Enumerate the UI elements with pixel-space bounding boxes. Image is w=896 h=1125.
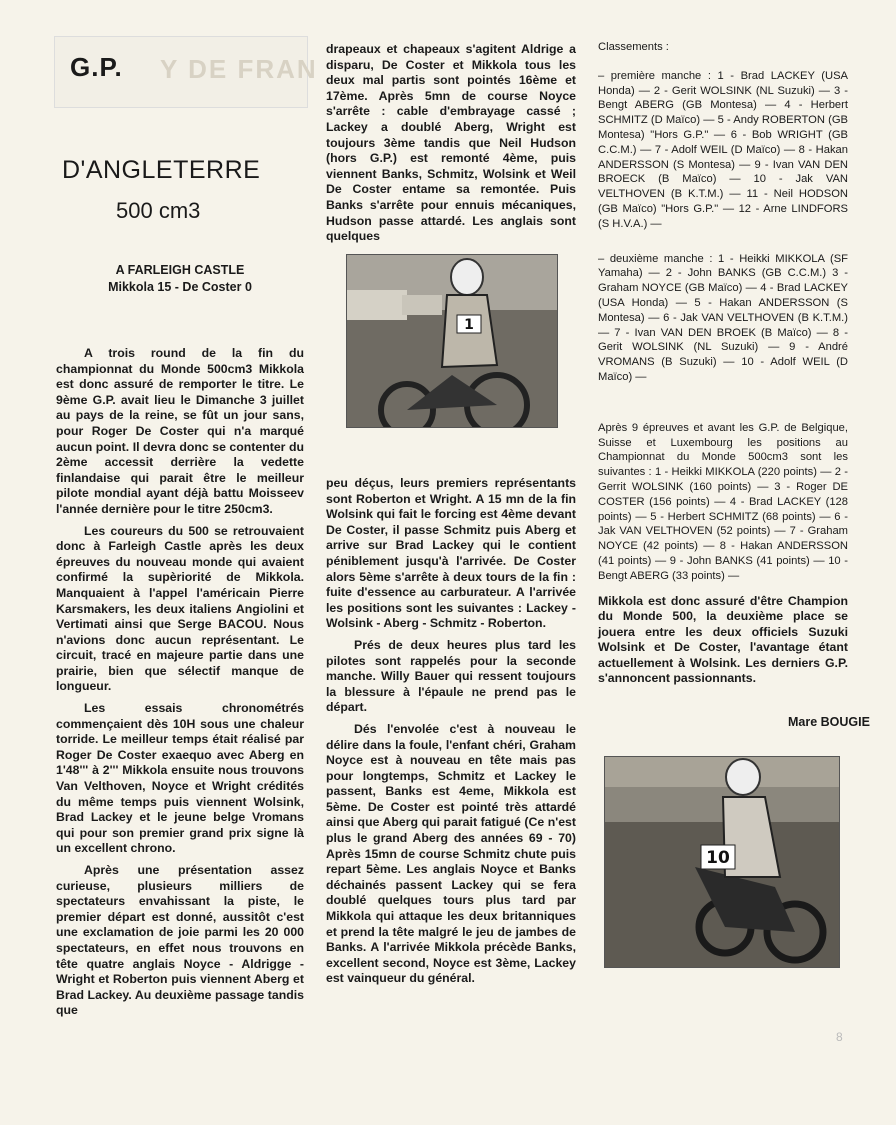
- photo-rider-2: [604, 756, 840, 968]
- paragraph: Après une présentation assez curieuse, plusieurs milliers de spectateurs envahissant la piste, le premier départ est donné, aussitôt c'est une exclamation de joie parmi les 20 000 spectateurs, en effet nous trouvons en tête quatre anglais Noyce - Aldrigge - Wright et Roberton puis viennent Aberg et Brad Lackey. Au deuxième passage tandis que: [56, 863, 304, 1018]
- rankings-heading: Classements :: [598, 41, 669, 53]
- paragraph: drapeaux et chapeaux s'agitent Aldrige a disparu, De Coster et Mikkola tous les deux mal partis sont pointés 16ème et 17ème. Après 5mn de course Noyce s'arrête : cable d'embrayage cassé ; Lackey a doublé Aberg, Wright est toujours 3ème tandis que Neil Hudson (hors G.P.) est remonté 4ème, puis viennent Banks, Schmitz, Wolsink et Weil De Coster entame sa remontée. Puis Banks s'arrête pour ennuis mécaniques, Hudson passe attardé. Les anglais sont quelques: [326, 42, 576, 244]
- paragraph: Les coureurs du 500 se retrouvaient donc à Farleigh Castle après les deux épreuves du nouveau monde qui avaient confirmé la supèriorité de Mikkola. Manquaient à l'appel l'américain Pierre Karsmakers, les deux italiens Angiolini et Vertimati ainsi que Serge BACOU. Nous n'avions donc aucun représentant. Le circuit, tracé en majeure partie dans une prairie, bien que sélectif manque de longueur.: [56, 523, 304, 694]
- bib-number: 10: [706, 848, 730, 868]
- section-label: G.P.: [70, 52, 123, 82]
- article-category: 500 cm3: [116, 198, 201, 223]
- column-2-bottom: [326, 476, 576, 993]
- paragraph: peu déçus, leurs premiers représentants sont Roberton et Wright. A 15 mn de la fin Wolsink qui fait le forcing est 4ème devant De Coster, il passe Schmitz puis Aberg et arrive sur Brad Lackey qui le contient péniblement jusqu'à l'arrivée. De Coster alors 5ème s'arrête à deux tours de la fin : fuite d'essence au carburateur. A l'arrivée les positions sont les suivantes : Lackey - Wolsink - Aberg - Schmitz - Roberton.: [326, 476, 576, 631]
- author-signature: Mare BOUGIE: [788, 715, 870, 729]
- photo-rider-1: [346, 254, 558, 428]
- paragraph: Dés l'envolée c'est à nouveau le délire dans la foule, l'enfant chéri, Graham Noyce est à nouveau en tête mais pas pour longtemps, Schmitz et Lackey le passent, Banks est 4eme, Mikkola est 5ème. De Coster est pointé très attardé ainsi que Aberg qui parait fatigué (Ce n'est plus le grand Aberg des années 69 - 70) Après 15mn de course Schmitz chute puis repart 5ème. Les anglais Noyce et Banks déchainés passent Lackey qui se fera doublé quelques tours plus tard par Mikkola qui attaque les deux britanniques et prend la tête malgré le jeu de jambes de Banks. A l'arrivée Mikkola précède Banks, excellent second, Noyce est 3ème, Lackey est vainqueur du général.: [326, 721, 576, 986]
- column-2-top: [326, 42, 576, 251]
- ghost-text: Y DE FRAN: [160, 54, 318, 84]
- photo-rider-2-image: [605, 757, 839, 967]
- paragraph: A trois round de la fin du championnat du Monde 500cm3 Mikkola est donc assuré de remporter le titre. Le 9ème G.P. avait lieu le Dimanche 3 juillet au pays de la reine, se fût un jour sans, pour Roger De Coster qui n'a marqué aucun point. Il devra donc se contenter du 2ème accessit derrière la vedette finlandaise qui parait être le meilleur pilote mondial ayant déjà battu Moisseev l'année dernière pour le titre 250cm3.: [56, 346, 304, 516]
- score-label: Mikkola 15 - De Coster 0: [108, 280, 252, 294]
- page-number: 8: [836, 1030, 843, 1044]
- championship-standings: Après 9 épreuves et avant les G.P. de Belgique, Suisse et Luxembourg les positions au Championnat du Monde 500cm3 sont les suivantes : 1 - Heikki MIKKOLA (220 points) — 2 - Gerrit WOLSINK (160 points) — 3 - Roger DE COSTER (156 points) — 4 - Brad LACKEY (128 points) — 5 - Herbert SCHMITZ (68 points) — 6 - Jak VAN VELTHOVEN (52 points) — 7 - Graham NOYCE (42 points) — 8 - Hakan ANDERSSON (41 points) — 9 - John BANKS (41 points) — 10 - Bengt ABERG (33 points) —: [598, 421, 848, 582]
- paragraph: Les essais chronométrés commençaient dès 10H sous une chaleur torride. Le meilleur temps était réalisé par Roger De Coster exaequo avec Aberg en 1'48''' à 2''' Mikkola ensuite nous trouvons Van Velthoven, Noyce et Wright crédités du même temps puis viennent Wolsink, Brad Lackey et le jeune belge Vromans qui pour son premier grand prix signe là un excellent chrono.: [56, 701, 304, 856]
- second-heat-results: – deuxième manche : 1 - Heikki MIKKOLA (SF Yamaha) — 2 - John BANKS (GB C.C.M.) 3 - Graham NOYCE (GB Maïco) — 4 - Brad LACKEY (USA Honda) — 5 - Hakan ANDERSSON (S Montesa) — 6 - Jak VAN VELTHOVEN (B K.T.M.) — 7 - Ivan VAN DEN BROEK (B Maïco) — 8 - Gerit WOLSINK (NL Suzuki) — 9 - André VROMANS (B Suzuki) — 10 - Adolf WEIL (D Maïco) —: [598, 252, 848, 383]
- conclusion: Mikkola est donc assuré d'être Champion du Monde 500, la deuxième place se jouera entre les deux officiels Suzuki Wolsink et De Coster, l'avantage étant actuellement à Wolsink. Les derniers G.P. s'annoncent passionnants.: [598, 593, 848, 686]
- first-heat-results: – première manche : 1 - Brad LACKEY (USA Honda) — 2 - Gerit WOLSINK (NL Suzuki) — 3 - Bengt ABERG (GB Montesa) — 4 - Herbert SCHMITZ (D Maïco) — 5 - Andy ROBERTON (GB Montesa) "Hors G.P." — 6 - Bob WRIGHT (GB C.C.M.) — 7 - Adolf WEIL (D Maïco) — 8 - Hakan ANDERSSON (S Montesa) — 9 - Ivan VAN DEN BROECK (B Maïco) — 10 - Jak VAN VELTHOVEN (B K.T.M.) — 11 - Neil HODSON (GB Maïco) "Hors G.P." — 12 - Arne LINDFORS (S H.V.A.) —: [598, 69, 848, 230]
- column-3: [598, 40, 848, 703]
- article-title: D'ANGLETERRE: [62, 156, 261, 184]
- subtitle-block: [56, 262, 304, 296]
- column-1: [56, 346, 304, 1025]
- bib-number: 1: [464, 317, 474, 333]
- paragraph: Prés de deux heures plus tard les pilotes sont rappelés pour la seconde manche. Willy Bauer qui ressent toujours la blessure à l'épaule ne prend pas le départ.: [326, 637, 576, 715]
- photo-rider-1-image: [347, 255, 557, 427]
- venue-label: A FARLEIGH CASTLE: [115, 263, 245, 277]
